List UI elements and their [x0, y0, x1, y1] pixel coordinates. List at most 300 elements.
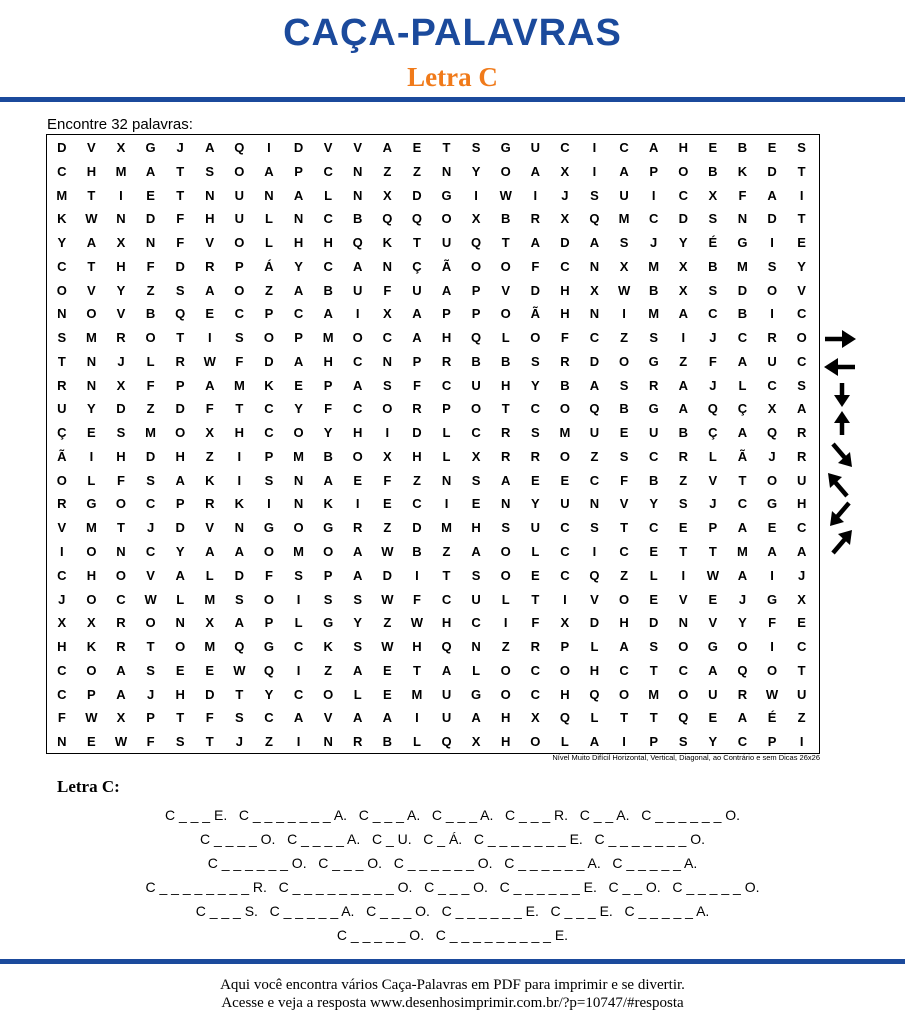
grid-cell[interactable]: L — [531, 544, 540, 560]
grid-cell[interactable]: A — [293, 282, 304, 298]
grid-cell[interactable]: B — [412, 544, 422, 560]
grid-cell[interactable]: B — [648, 282, 659, 298]
grid-cell[interactable]: N — [57, 306, 67, 322]
grid-cell[interactable]: A — [293, 353, 304, 369]
grid-cell[interactable]: F — [57, 710, 66, 726]
grid-cell[interactable]: Q — [678, 710, 689, 726]
grid-cell[interactable]: F — [146, 377, 155, 393]
grid-cell[interactable]: P — [294, 330, 303, 346]
grid-cell[interactable]: W — [85, 211, 98, 227]
grid-cell[interactable]: Z — [264, 282, 273, 298]
grid-cell[interactable]: I — [503, 615, 508, 631]
grid-cell[interactable]: V — [323, 140, 333, 155]
grid-cell[interactable]: Y — [708, 734, 718, 750]
grid-cell[interactable]: Z — [442, 544, 451, 560]
grid-cell[interactable]: O — [234, 163, 245, 179]
grid-cell[interactable]: X — [560, 211, 570, 227]
grid-cell[interactable]: N — [737, 211, 748, 227]
grid-cell[interactable]: H — [205, 211, 215, 227]
grid-cell[interactable]: Y — [323, 425, 333, 441]
grid-cell[interactable]: A — [205, 377, 215, 393]
grid-cell[interactable]: Y — [294, 258, 303, 274]
grid-cell[interactable]: A — [678, 401, 688, 417]
grid-cell[interactable]: I — [296, 662, 301, 678]
grid-cell[interactable]: F — [738, 187, 747, 203]
grid-cell[interactable]: S — [649, 639, 658, 655]
grid-cell[interactable]: D — [767, 163, 777, 179]
grid-cell[interactable]: O — [471, 401, 482, 417]
grid-cell[interactable]: A — [116, 662, 126, 678]
grid-cell[interactable]: Ã — [530, 306, 540, 322]
grid-cell[interactable]: W — [381, 544, 394, 560]
grid-cell[interactable]: I — [651, 187, 656, 203]
grid-cell[interactable]: B — [708, 163, 718, 179]
grid-cell[interactable]: O — [678, 163, 689, 179]
grid-cell[interactable]: S — [471, 140, 481, 155]
grid-cell[interactable]: T — [176, 187, 185, 203]
grid-cell[interactable]: C — [796, 639, 807, 655]
grid-cell[interactable]: W — [144, 591, 157, 607]
grid-cell[interactable]: A — [737, 710, 748, 726]
grid-cell[interactable]: T — [649, 710, 658, 726]
grid-cell[interactable]: C — [471, 425, 481, 441]
grid-cell[interactable]: C — [560, 544, 570, 560]
grid-cell[interactable]: V — [708, 615, 718, 631]
grid-cell[interactable]: Z — [383, 520, 392, 536]
grid-cell[interactable]: Ã — [737, 448, 748, 464]
grid-cell[interactable]: R — [441, 353, 452, 369]
grid-cell[interactable]: O — [352, 448, 363, 464]
grid-cell[interactable]: C — [323, 258, 333, 274]
grid-cell[interactable]: W — [410, 615, 424, 631]
grid-cell[interactable]: W — [617, 282, 631, 298]
grid-cell[interactable]: D — [560, 235, 570, 251]
grid-cell[interactable]: F — [176, 235, 185, 251]
grid-cell[interactable]: A — [323, 306, 333, 322]
grid-cell[interactable]: C — [530, 686, 540, 702]
grid-cell[interactable]: M — [441, 520, 452, 536]
grid-cell[interactable]: C — [264, 710, 274, 726]
grid-cell[interactable]: P — [471, 282, 481, 298]
grid-cell[interactable]: B — [560, 377, 570, 393]
grid-cell[interactable]: Q — [382, 211, 393, 227]
grid-cell[interactable]: W — [499, 187, 512, 203]
grid-cell[interactable]: H — [412, 639, 422, 655]
grid-cell[interactable]: O — [559, 401, 570, 417]
grid-cell[interactable]: A — [175, 567, 185, 583]
grid-cell[interactable]: R — [737, 686, 748, 702]
grid-cell[interactable]: Q — [589, 686, 600, 702]
grid-cell[interactable]: Z — [620, 330, 629, 346]
grid-cell[interactable]: F — [205, 401, 214, 417]
grid-cell[interactable]: U — [708, 686, 718, 702]
grid-cell[interactable]: C — [589, 330, 600, 346]
grid-cell[interactable]: N — [234, 520, 245, 536]
grid-cell[interactable]: E — [649, 544, 658, 560]
grid-cell[interactable]: O — [145, 330, 156, 346]
grid-cell[interactable]: T — [176, 330, 185, 346]
grid-cell[interactable]: R — [353, 734, 363, 750]
grid-cell[interactable]: X — [382, 187, 392, 203]
grid-cell[interactable]: C — [471, 615, 481, 631]
grid-cell[interactable]: O — [175, 425, 186, 441]
grid-cell[interactable]: C — [560, 258, 570, 274]
grid-cell[interactable]: C — [264, 401, 274, 417]
grid-cell[interactable]: M — [85, 330, 97, 346]
grid-cell[interactable]: N — [441, 472, 452, 488]
grid-cell[interactable]: T — [146, 639, 155, 655]
grid-cell[interactable]: U — [619, 187, 629, 203]
grid-cell[interactable]: C — [234, 306, 245, 322]
grid-cell[interactable]: S — [649, 330, 658, 346]
grid-cell[interactable]: H — [560, 686, 570, 702]
grid-cell[interactable]: J — [738, 591, 747, 607]
grid-cell[interactable]: L — [560, 734, 569, 750]
grid-cell[interactable]: G — [441, 187, 452, 203]
grid-cell[interactable]: Ç — [737, 401, 748, 417]
grid-cell[interactable]: G — [737, 235, 748, 251]
grid-cell[interactable]: S — [619, 448, 629, 464]
grid-cell[interactable]: O — [500, 567, 511, 583]
grid-cell[interactable]: I — [681, 330, 686, 346]
grid-cell[interactable]: N — [323, 734, 333, 750]
grid-cell[interactable]: A — [648, 140, 659, 155]
grid-cell[interactable]: T — [235, 686, 244, 702]
grid-cell[interactable]: H — [589, 662, 600, 678]
grid-cell[interactable]: N — [382, 258, 393, 274]
grid-cell[interactable]: G — [648, 401, 659, 417]
grid-cell[interactable]: L — [294, 615, 303, 631]
grid-cell[interactable]: J — [709, 330, 717, 346]
grid-cell[interactable]: T — [501, 401, 510, 417]
grid-cell[interactable]: O — [796, 330, 807, 346]
grid-cell[interactable]: H — [234, 425, 245, 441]
grid-cell[interactable]: T — [442, 567, 451, 583]
grid-cell[interactable]: Ã — [441, 258, 452, 274]
grid-cell[interactable]: T — [620, 710, 629, 726]
grid-cell[interactable]: P — [560, 639, 570, 655]
grid-cell[interactable]: J — [176, 140, 184, 155]
grid-cell[interactable]: F — [117, 472, 125, 488]
grid-cell[interactable]: M — [233, 377, 245, 393]
grid-cell[interactable]: Y — [738, 615, 747, 631]
grid-cell[interactable]: E — [530, 472, 540, 488]
grid-cell[interactable]: T — [57, 353, 66, 369]
grid-cell[interactable]: O — [263, 330, 275, 346]
grid-cell[interactable]: I — [799, 187, 804, 203]
grid-cell[interactable]: E — [294, 377, 303, 393]
grid-cell[interactable]: S — [590, 187, 599, 203]
grid-cell[interactable]: X — [530, 710, 540, 726]
grid-cell[interactable]: Y — [294, 401, 303, 417]
grid-cell[interactable]: E — [87, 425, 96, 441]
grid-cell[interactable]: I — [296, 734, 301, 750]
grid-cell[interactable]: O — [115, 567, 127, 583]
grid-cell[interactable]: U — [234, 187, 245, 203]
grid-cell[interactable]: B — [323, 448, 333, 464]
grid-cell[interactable]: J — [58, 591, 66, 607]
grid-cell[interactable]: S — [797, 377, 806, 393]
grid-cell[interactable]: C — [737, 496, 748, 512]
grid-cell[interactable]: T — [797, 662, 806, 678]
grid-cell[interactable]: C — [57, 258, 67, 274]
grid-cell[interactable]: T — [235, 401, 244, 417]
grid-cell[interactable]: F — [146, 258, 155, 274]
grid-cell[interactable]: U — [796, 686, 807, 702]
grid-cell[interactable]: C — [293, 639, 304, 655]
grid-cell[interactable]: S — [175, 282, 185, 298]
grid-cell[interactable]: P — [175, 377, 185, 393]
grid-cell[interactable]: S — [235, 330, 244, 346]
grid-cell[interactable]: R — [648, 377, 659, 393]
grid-cell[interactable]: V — [590, 591, 599, 607]
grid-cell[interactable]: E — [412, 140, 422, 155]
grid-cell[interactable]: H — [441, 330, 452, 346]
grid-cell[interactable]: A — [353, 710, 363, 726]
grid-cell[interactable]: N — [678, 615, 688, 631]
grid-cell[interactable]: T — [797, 163, 806, 179]
grid-cell[interactable]: C — [116, 591, 126, 607]
grid-cell[interactable]: R — [116, 615, 126, 631]
grid-cell[interactable]: C — [530, 662, 540, 678]
grid-cell[interactable]: A — [678, 306, 688, 322]
grid-cell[interactable]: A — [441, 282, 452, 298]
grid-cell[interactable]: A — [501, 472, 511, 488]
grid-cell[interactable]: O — [293, 520, 304, 536]
grid-cell[interactable]: S — [501, 520, 511, 536]
grid-cell[interactable]: O — [471, 258, 482, 274]
grid-cell[interactable]: H — [323, 235, 333, 251]
grid-cell[interactable]: O — [619, 686, 630, 702]
grid-cell[interactable]: S — [471, 472, 481, 488]
grid-cell[interactable]: A — [708, 662, 718, 678]
grid-cell[interactable]: X — [57, 615, 67, 631]
grid-cell[interactable]: Z — [797, 710, 806, 726]
grid-cell[interactable]: B — [145, 306, 156, 322]
grid-cell[interactable]: G — [766, 496, 778, 512]
grid-cell[interactable]: D — [145, 448, 156, 464]
grid-cell[interactable]: I — [119, 187, 123, 203]
grid-cell[interactable]: I — [444, 496, 449, 512]
grid-cell[interactable]: U — [589, 425, 600, 441]
grid-cell[interactable]: C — [796, 520, 807, 536]
grid-cell[interactable]: A — [382, 710, 393, 726]
grid-cell[interactable]: G — [145, 140, 156, 155]
grid-cell[interactable]: O — [323, 544, 334, 560]
grid-cell[interactable]: S — [382, 377, 392, 393]
grid-cell[interactable]: L — [87, 472, 96, 488]
grid-cell[interactable]: X — [560, 615, 570, 631]
grid-cell[interactable]: M — [559, 425, 571, 441]
grid-cell[interactable]: O — [500, 163, 511, 179]
grid-cell[interactable]: A — [471, 710, 481, 726]
grid-cell[interactable]: C — [530, 401, 540, 417]
grid-cell[interactable]: A — [589, 377, 600, 393]
grid-cell[interactable]: S — [235, 591, 244, 607]
grid-cell[interactable]: I — [770, 306, 774, 322]
grid-cell[interactable]: R — [796, 448, 807, 464]
grid-cell[interactable]: R — [57, 377, 67, 393]
grid-cell[interactable]: A — [145, 163, 156, 179]
grid-cell[interactable]: C — [57, 686, 67, 702]
grid-cell[interactable]: R — [796, 425, 807, 441]
grid-cell[interactable]: Z — [501, 639, 510, 655]
grid-cell[interactable]: L — [412, 734, 421, 750]
grid-cell[interactable]: M — [293, 448, 304, 464]
grid-cell[interactable]: X — [471, 448, 481, 464]
grid-cell[interactable]: L — [264, 235, 273, 251]
grid-cell[interactable]: W — [203, 353, 216, 369]
grid-cell[interactable]: Á — [264, 258, 274, 274]
grid-cell[interactable]: F — [235, 353, 244, 369]
grid-cell[interactable]: Q — [441, 639, 452, 655]
grid-cell[interactable]: S — [205, 163, 215, 179]
grid-cell[interactable]: D — [412, 520, 422, 536]
grid-cell[interactable]: G — [263, 639, 275, 655]
grid-cell[interactable]: E — [678, 520, 688, 536]
grid-cell[interactable]: Y — [649, 496, 658, 512]
grid-cell[interactable]: U — [234, 211, 245, 227]
grid-cell[interactable]: Q — [441, 734, 452, 750]
grid-cell[interactable]: R — [175, 353, 185, 369]
grid-cell[interactable]: I — [622, 306, 626, 322]
grid-cell[interactable]: I — [415, 710, 419, 726]
grid-cell[interactable]: A — [589, 235, 600, 251]
grid-cell[interactable]: Y — [678, 235, 688, 251]
grid-cell[interactable]: N — [145, 235, 156, 251]
grid-cell[interactable]: R — [353, 520, 363, 536]
grid-cell[interactable]: B — [323, 282, 333, 298]
grid-cell[interactable]: Q — [352, 235, 363, 251]
footer-link-text[interactable]: Acesse e veja a resposta www.desenhosimprimir.com.br/?p=10747/#resposta — [221, 995, 684, 1011]
grid-cell[interactable]: O — [56, 472, 67, 488]
grid-cell[interactable]: H — [678, 140, 688, 155]
grid-cell[interactable]: N — [589, 306, 600, 322]
grid-cell[interactable]: Y — [87, 401, 96, 417]
grid-cell[interactable]: A — [737, 425, 748, 441]
grid-cell[interactable]: N — [86, 353, 97, 369]
grid-cell[interactable]: C — [619, 662, 629, 678]
grid-cell[interactable]: P — [146, 710, 155, 726]
grid-cell[interactable]: C — [560, 567, 570, 583]
grid-cell[interactable]: I — [681, 567, 686, 583]
grid-cell[interactable]: S — [619, 377, 629, 393]
grid-cell[interactable]: U — [441, 710, 452, 726]
grid-cell[interactable]: R — [116, 639, 126, 655]
grid-cell[interactable]: B — [471, 353, 481, 369]
grid-cell[interactable]: K — [323, 496, 333, 512]
grid-cell[interactable]: S — [264, 472, 274, 488]
grid-cell[interactable]: N — [353, 163, 363, 179]
grid-cell[interactable]: V — [708, 472, 718, 488]
grid-cell[interactable]: C — [57, 662, 67, 678]
grid-cell[interactable]: X — [590, 282, 599, 298]
grid-cell[interactable]: K — [205, 472, 215, 488]
grid-cell[interactable]: S — [678, 734, 688, 750]
grid-cell[interactable]: X — [205, 425, 215, 441]
grid-cell[interactable]: I — [770, 235, 774, 251]
grid-cell[interactable]: N — [57, 734, 67, 750]
grid-cell[interactable]: X — [767, 401, 777, 417]
grid-cell[interactable]: A — [205, 140, 215, 155]
grid-cell[interactable]: T — [649, 662, 658, 678]
grid-cell[interactable]: C — [353, 353, 363, 369]
grid-cell[interactable]: Y — [797, 258, 806, 274]
grid-cell[interactable]: N — [264, 187, 274, 203]
grid-cell[interactable]: B — [501, 353, 511, 369]
grid-cell[interactable]: I — [622, 734, 626, 750]
grid-cell[interactable]: P — [767, 734, 777, 750]
grid-cell[interactable]: N — [353, 187, 363, 203]
grid-cell[interactable]: I — [89, 448, 94, 464]
grid-cell[interactable]: G — [323, 520, 334, 536]
grid-cell[interactable]: L — [649, 567, 658, 583]
grid-cell[interactable]: C — [145, 496, 156, 512]
grid-cell[interactable]: F — [383, 282, 392, 298]
grid-cell[interactable]: N — [589, 496, 600, 512]
grid-cell[interactable]: U — [471, 377, 481, 393]
grid-cell[interactable]: T — [797, 211, 806, 227]
grid-cell[interactable]: D — [57, 140, 67, 155]
grid-cell[interactable]: L — [472, 662, 481, 678]
grid-cell[interactable]: C — [648, 448, 659, 464]
grid-cell[interactable]: C — [323, 163, 333, 179]
grid-cell[interactable]: I — [355, 306, 360, 322]
grid-cell[interactable]: O — [86, 591, 97, 607]
grid-cell[interactable]: C — [767, 377, 777, 393]
grid-cell[interactable]: I — [237, 448, 242, 464]
grid-cell[interactable]: C — [678, 662, 688, 678]
grid-cell[interactable]: Q — [234, 639, 245, 655]
grid-cell[interactable]: H — [116, 258, 126, 274]
grid-cell[interactable]: P — [649, 734, 658, 750]
grid-cell[interactable]: Z — [620, 567, 629, 583]
grid-cell[interactable]: L — [501, 591, 510, 607]
grid-cell[interactable]: G — [500, 140, 511, 155]
grid-cell[interactable]: O — [175, 639, 186, 655]
grid-cell[interactable]: Y — [57, 235, 67, 251]
grid-cell[interactable]: N — [471, 639, 481, 655]
grid-cell[interactable]: X — [619, 258, 629, 274]
grid-cell[interactable]: Q — [737, 662, 748, 678]
grid-cell[interactable]: O — [737, 639, 748, 655]
grid-cell[interactable]: U — [441, 686, 452, 702]
grid-cell[interactable]: F — [176, 211, 185, 227]
grid-cell[interactable]: C — [708, 306, 718, 322]
grid-cell[interactable]: G — [471, 686, 482, 702]
grid-cell[interactable]: A — [264, 163, 274, 179]
grid-cell[interactable]: T — [708, 544, 717, 560]
grid-cell[interactable]: W — [381, 639, 394, 655]
grid-cell[interactable]: X — [87, 615, 96, 631]
grid-cell[interactable]: S — [235, 710, 244, 726]
grid-cell[interactable]: E — [87, 734, 96, 750]
grid-cell[interactable]: X — [678, 258, 688, 274]
grid-cell[interactable]: S — [708, 282, 718, 298]
grid-cell[interactable]: A — [116, 686, 126, 702]
grid-cell[interactable]: X — [471, 734, 481, 750]
grid-cell[interactable]: A — [796, 401, 807, 417]
grid-cell[interactable]: I — [267, 496, 271, 512]
grid-cell[interactable]: A — [737, 567, 748, 583]
grid-cell[interactable]: A — [293, 710, 304, 726]
grid-cell[interactable]: Z — [383, 163, 392, 179]
grid-cell[interactable]: P — [264, 615, 274, 631]
grid-cell[interactable]: O — [766, 662, 778, 678]
grid-cell[interactable]: Z — [383, 615, 392, 631]
grid-cell[interactable]: M — [618, 211, 630, 227]
grid-cell[interactable]: C — [293, 686, 304, 702]
